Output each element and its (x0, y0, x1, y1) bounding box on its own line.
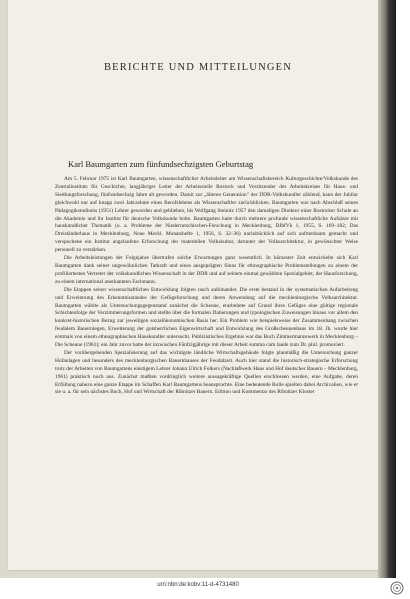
page-sheet (8, 0, 388, 570)
article-title: Karl Baumgarten zum fünfundsechzigsten Geburtstag (68, 159, 254, 169)
book-spine (378, 0, 396, 578)
urn-footer: urn:nbn:de:kobv:11-d-4731480 (157, 582, 239, 588)
paragraph-4: Der vorübergehenden Spezialisierung auf das wichtigste ländliche Wirtschaftsgebäude folgte planmäßig die Untersuchung ganzer Hofanlagen und besonders des mecklenburgischen Bauernhauses der Feudalzeit. Auch hier stand die historisch-strategische Erforschung trotz der Arbeiten von Baumgartens einstigem Lehrer Johann Ulrich Folkers (Nachlaßwerk Haus und Hof deutscher Bauern – Mecklenburg, 1961) praktisch noch aus. Zunächst mußten vordringlich weitere aussagekräftige Quellen erschlossen werden, eine Aufgabe, deren Erfüllung nahezu eine ganze Etappe im Schaffen Karl Baumgartens beanspruchte. Eine bedeutende Rolle spielten dabei Archivalien, wie er sie u. a. für sein nächstes Buch, Hof und Wirtschaft der Ribnitzer Bauern. Edition und Kommentar des Ribnitzer Kloster (55, 349, 358, 396)
paragraph-3: Die Etappen seiner wissenschaftlichen Entwicklung folgten rasch aufeinander. Die erste bestand in der systematischen Aufarbeitung und Erweiterung des Erkenntnisstandes der Gefügeforschung und deren Anwendung auf die mecklenburgische Volksarchitektur. Baumgarten wählte als Untersuchungsgegenstand zunächst die Scheune, erarbeitete auf Grund ihres Gefüges eine gültige regionale Schichtenfolge der Verzimmerungsformen und stellte über die formalen Datierungen und typologischen Zuweisungen hinaus vor allem den konkret-historischen Bezug zur jeweiligen sozialökonomischen Basis her. Ein Problem wie beispielsweise der Zusammenhang zwischen feudalem Bauernlegen, Erweiterung der gutsherrlichen Eigenwirtschaft und Entwicklung des Großscheunenbaus im 18. Jh. wurde hier erstmals von einem ethnographischen Hauskundler untersucht. Publizistisches Ergebnis war das Buch Zimmermannswerk in Mecklenburg – Die Scheune (1961); ein Jahr zuvor hatte der inzwischen Fünfzigjährige mit dieser Arbeit summa cum laude zum Dr. phil. promoviert. (55, 286, 358, 349)
paragraph-1: Am 5. Februar 1975 ist Karl Baumgarten, wissenschaftlicher Arbeitsleiter am Wissenschaftsbereich Kulturgeschichte/Volkskunde des Zentralinstituts für Geschichte, langjähriger Leiter der Arbeitsstelle Rostock und Vorsitzender des Arbeitskreises für Haus- und Siedlungsforschung, fünfundsechzig Jahre alt geworden. Damit zur „älteren Generation" der DDR-Volkskundler zählend, kann der Jubilar gleichwohl nur auf knapp zwei Jahrzehnte eines Berufslebens als Wissenschaftler zurückblicken. Baumgarten war nach Abschluß seines Pädagogikstudiums (1951) Lehrer geworden und geblieben, bis Wolfgang Steinitz 1957 den damaligen Direktor einer Rostocker Schule an die Akademie und ihr Institut für deutsche Volkskunde holte. Baumgarten hatte durch mehrere profunde wissenschaftliche Aufsätze mit hauskundlicher Thematik (u. a. Probleme der Niederrutschischen-Forschung in Mecklenburg, DJbfVk 1, 1955, S. 169–182; Das Dreiständerhaus in Mecklenburg, Neue Meckl. Monatshefte 1, 1956, S. 32–36) nachdrücklich auf sich aufmerksam gemacht und verspochene ein Institut angelaufene Erforschung der materiellen Volkskultur, darunter der Volksarchitektur, in gewünschter Weise personell zu verstärken. (55, 176, 358, 254)
library-seal-icon (390, 581, 404, 595)
section-header: BERICHTE UND MITTEILUNGEN (103, 62, 293, 73)
paragraph-2: Die Arbeitsleistungen der Folgejahre übertrafen solche Erwartungen ganz wesentlich. In kürzester Zeit entwickelte sich Karl Baumgarten dank seiner ungewöhnlichen Tatkraft und eines ausgeprägten Sinns für ethnographische Problemstellungen zu einem der profiliertesten Vertreter der volkskundlichen Wissenschaft in der DDR und auf seinem einmal gewählten Spezialgebiet, der Hausforschung, zu einem international anerkannten Fachmann. (55, 255, 358, 285)
article-body (55, 176, 358, 397)
